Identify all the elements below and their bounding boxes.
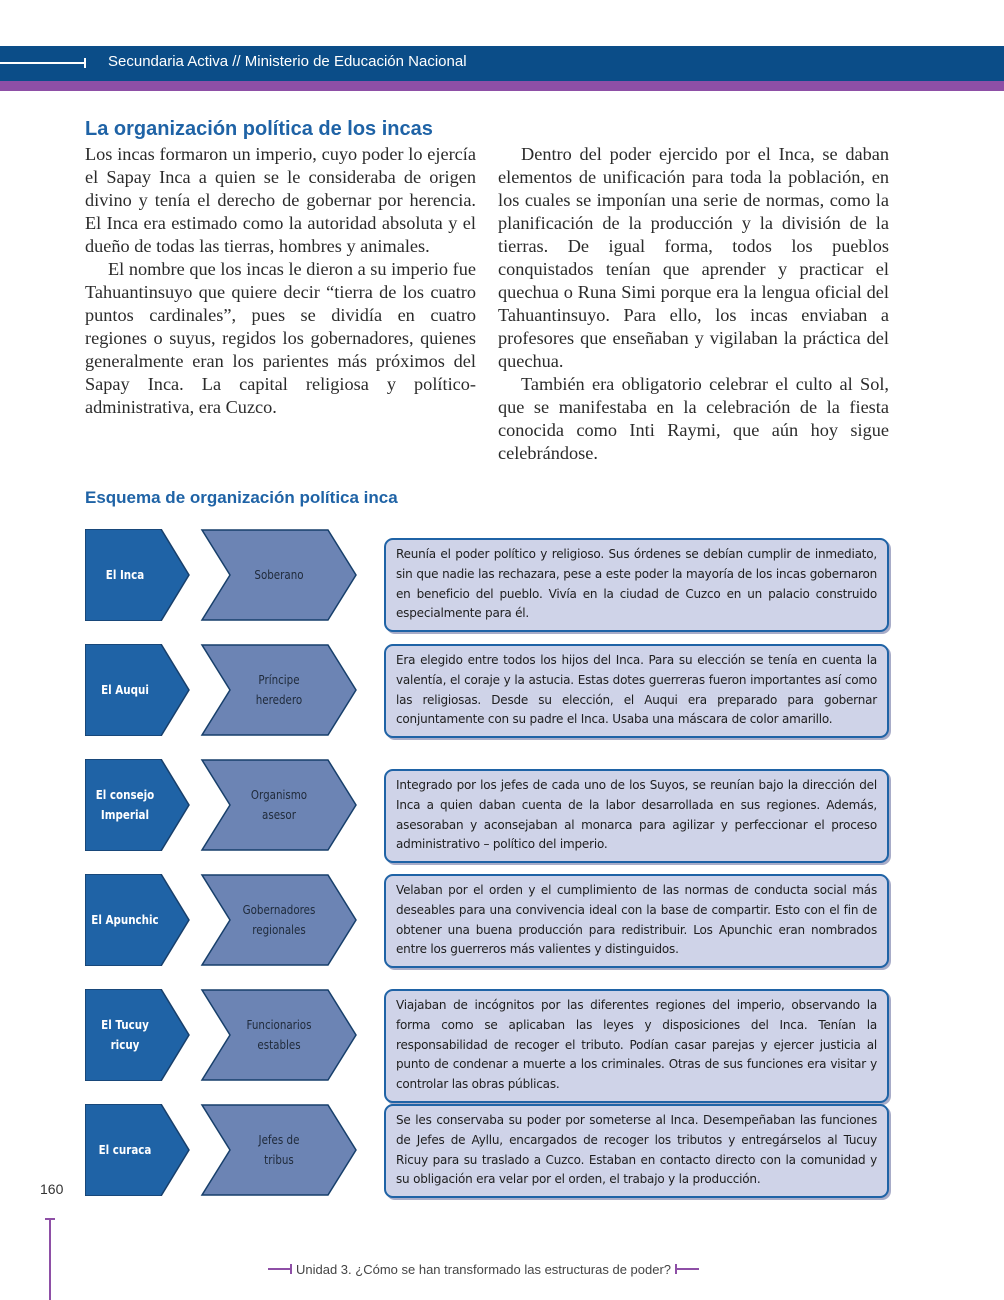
description-box — [384, 538, 889, 632]
role-chevron-label: Organismo asesor — [250, 788, 308, 822]
scheme-row-curaca — [0, 1104, 1004, 1196]
left-paragraph-2: El nombre que los incas le dieron a su imperio fue Tahuantinsuyo que quiere decir “tierra de los cuatro puntos cardinales”, pues se dividía en cuatro regiones o suyus, regidos los gobernadores, quienes generalmente eran los parientes más próximos del Sapay Inca. La capital religiosa y político-administrativa, era Cuzco. — [85, 259, 476, 417]
header-title: Secundaria Activa // Ministerio de Educación Nacional — [108, 53, 467, 70]
title-chevron-label: El consejo Imperial — [95, 788, 155, 822]
description-text: Velaban por el orden y el cumplimiento de las normas de conducta social más deseables para una convivencia ideal con la base de compartir. Esto con el fin de obtener una buena producción para redistribuir. Los Apunchic eran nombrados entre los guerreros más valientes y distinguidos. — [396, 883, 877, 957]
left-paragraph-1: Los incas formaron un imperio, cuyo poder lo ejercía el Sapay Inca a quien se le consideraba de origen divino y tenía el derecho de gobernar por herencia. El Inca era estimado como la autoridad absoluta y el dueño de todas las tierras, hombres y animales. — [85, 144, 476, 256]
header-decorative-line — [0, 62, 86, 64]
role-chevron — [200, 644, 358, 736]
description-box — [384, 769, 889, 863]
right-column — [498, 143, 889, 465]
title-chevron — [85, 529, 191, 621]
left-column — [85, 143, 476, 419]
scheme-row-inca — [0, 529, 1004, 621]
description-text: Reunía el poder político y religioso. Sus órdenes se debían cumplir de inmediato, sin que nadie las rechazara, pese a este poder la mayoría de los incas gobernaron en beneficio del pueblo. Vivía en la ciudad de Cuzco en un palacio construido especialmente para él. — [396, 547, 877, 621]
right-paragraph-2: También era obligatorio celebrar el culto al Sol, que se manifestaba en la celebración de la fiesta conocida como Inti Raymi, que aún hoy sigue celebrándose. — [498, 374, 889, 463]
role-chevron — [200, 759, 358, 851]
title-chevron-label: El Auqui — [101, 683, 149, 697]
title-chevron-label: El Apunchic — [91, 913, 159, 927]
title-chevron — [85, 759, 191, 851]
role-chevron-label: Funcionarios estables — [246, 1018, 312, 1052]
section-title: La organización política de los incas — [85, 118, 433, 140]
role-chevron-label: Príncipe heredero — [255, 673, 303, 707]
scheme-title: Esquema de organización política inca — [85, 488, 398, 507]
description-text: Integrado por los jefes de cada uno de los Suyos, se reunían bajo la dirección del Inca a quien daban cuenta de la labor desarrollada en sus regiones. Además, asesoraban y aconsejaban al monarca para agilizar y perfeccionar el proceso administrativo – político del imperio. — [396, 778, 877, 852]
footer — [268, 1259, 699, 1279]
title-chevron — [85, 1104, 191, 1196]
description-box — [384, 644, 889, 738]
description-box — [384, 874, 889, 968]
description-box — [384, 1104, 889, 1198]
footer-right-rule — [675, 1268, 699, 1270]
description-text: Viajaban de incógnitos por las diferentes regiones del imperio, observando la forma como se aplicaban las leyes y disposiciones del Inca. Tenían la responsabilidad de recoger el tributo. Podían casar parejas y ejercer justicia al punto de condenar a muerte a los criminales. Otras de sus funciones era visitar y controlar las obras públicas. — [396, 998, 877, 1092]
role-chevron — [200, 874, 358, 966]
title-chevron-label: El Inca — [105, 568, 145, 582]
title-chevron — [85, 874, 191, 966]
right-paragraph-1: Dentro del poder ejercido por el Inca, se daban elementos de unificación para toda la población, en los cuales se imponían una serie de normas, como la planificación de la producción y la división de la tierras. De igual forma, todos los pueblos conquistados tenían que aprender y practicar el quechua o Runa Simi porque era la lengua oficial del Tahuantinsuyo. Para ello, los incas enviaban a profesores que enseñaban y vigilaban la práctica del quechua. — [498, 144, 889, 371]
role-chevron-label: Gobernadores regionales — [242, 903, 316, 937]
role-chevron — [200, 989, 358, 1081]
scheme-row-tucuy-ricuy — [0, 989, 1004, 1092]
page-number: 160 — [40, 1181, 64, 1197]
description-text: Se les conservaba su poder por someterse al Inca. Desempeñaban las funciones de Jefes de Ayllu, encargados de recoger los tributos y entregárselos al Tucuy Ricuy para su traslado a Cuzco. Estaban en contacto directo con la comunidad y su obligación era velar por el orden, el trabajo y la producción. — [396, 1113, 877, 1187]
role-chevron-label: Soberano — [254, 568, 304, 582]
scheme-row-consejo — [0, 759, 1004, 851]
header-accent-rule — [0, 81, 1004, 91]
role-chevron — [200, 529, 358, 621]
footer-decorative-line — [49, 1218, 51, 1300]
role-chevron — [200, 1104, 358, 1196]
title-chevron-label: El curaca — [98, 1143, 152, 1157]
footer-text: Unidad 3. ¿Cómo se han transformado las estructuras de poder? — [296, 1261, 672, 1277]
footer-left-rule — [268, 1268, 292, 1270]
role-chevron-label: Jefes de tribus — [258, 1133, 300, 1167]
description-box — [384, 989, 889, 1103]
scheme-row-auqui — [0, 644, 1004, 736]
description-text: Era elegido entre todos los hijos del Inca. Para su elección se tenía en cuenta la valentía, el coraje y la astucia. Estas dotes guerreras fueron importantes así como las religiosas. Desde su elección, el Auqui era preparado para gobernar conjuntamente con su padre el Inca. Usaba una máscara de color amarillo. — [396, 653, 877, 727]
title-chevron-label: El Tucuy ricuy — [101, 1018, 149, 1052]
scheme-row-apunchic — [0, 874, 1004, 966]
title-chevron — [85, 989, 191, 1081]
title-chevron — [85, 644, 191, 736]
